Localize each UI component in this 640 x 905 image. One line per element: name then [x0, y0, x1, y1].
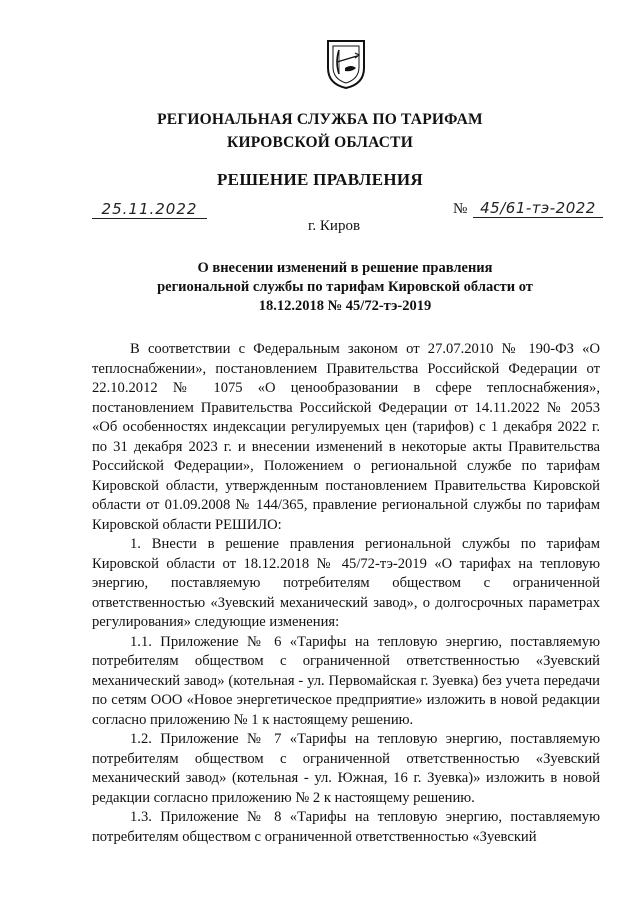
kirov-coat-of-arms-icon [325, 38, 367, 90]
item-1-1-paragraph: 1.1. Приложение № 6 «Тарифы на тепловую энергию, поставляемую потребителям обществом с ограниченной ответственностью «Зуевский механический завод» (котельная - ул. Первомайская г. Зуевка) без учета передачи по сетям ООО «Новое энергетическое предприятие» изложить в новой редакции согласно приложению № 1 к настоящему решению. [92, 633, 600, 728]
decision-title: РЕШЕНИЕ ПРАВЛЕНИЯ [217, 170, 423, 189]
item-1-3-paragraph: 1.3. Приложение № 8 «Тарифы на тепловую энергию, поставляемую потребителям обществом с ограниченной ответственностью «Зуевский [92, 809, 600, 845]
document-body [92, 340, 600, 847]
organization-name-line2: КИРОВСКОЙ ОБЛАСТИ [227, 134, 413, 151]
item-1-paragraph: 1. Внести в решение правления региональной службы по тарифам Кировской области от 18.12.2018 № 45/72-тэ-2019 «О тарифах на тепловую энергию, поставляемую потребителям обществом с ограниченной ответственностью «Зуевский механический завод», о долгосрочных параметрах регулирования» следующие изменения: [92, 536, 600, 630]
handwritten-number: 45/61-тэ-2022 [473, 199, 603, 218]
organization-name-line1: РЕГИОНАЛЬНАЯ СЛУЖБА ПО ТАРИФАМ [157, 111, 483, 128]
item-1-2-paragraph: 1.2. Приложение № 7 «Тарифы на тепловую энергию, поставляемую потребителям обществом с ограниченной ответственностью «Зуевский механический завод» (котельная - ул. Южная, 16 г. Зуевка)» изложить в новой редакции согласно приложению № 2 к настоящему решению. [92, 731, 600, 806]
preamble-paragraph: В соответствии с Федеральным законом от 27.07.2010 № 190-ФЗ «О теплоснабжении», постановлением Правительства Российской Федерации от 22.10.2012 № 1075 «О ценообразовании в сфере теплоснабжения», постановлением Правительства Российской Федерации от 14.11.2022 № 2053 «Об особенностях индексации регулируемых цен (тарифов) с 1 декабря 2022 г. по 31 декабря 2023 г. и внесении изменений в некоторые акты Правительства Российской Федерации», Положением о региональной службе по тарифам Кировской области, утвержденным постановлением Правительства Кировской области от 01.09.2008 № 144/365, правление региональной службы по тарифам Кировской области РЕШИЛО: [92, 341, 600, 533]
document-subject: О внесении изменений в решение правления региональной службы по тарифам Кировской области от 18.12.2018 № 45/72-тэ-2019 [157, 260, 533, 314]
number-label: № [453, 201, 468, 217]
city: г. Киров [307, 218, 361, 234]
handwritten-date: 25.11.2022 [92, 200, 207, 219]
